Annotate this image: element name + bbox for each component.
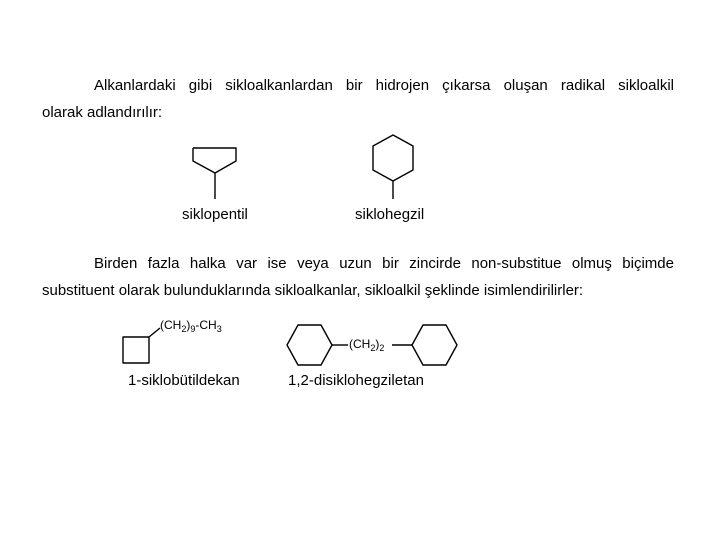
second-paragraph — [42, 250, 674, 304]
formula-subscript: 2 — [379, 343, 385, 353]
formula-subscript: 2 — [370, 343, 376, 353]
cyclobutyldecane-label: 1-siklobütildekan — [128, 372, 240, 389]
cyclopentyl-label: siklopentil — [182, 206, 248, 223]
formula-subscript: 2 — [181, 324, 187, 334]
formula-part: -CH — [195, 318, 217, 332]
decyl-chain-formula — [160, 318, 222, 334]
formula-part: (CH — [160, 318, 182, 332]
intro-line-1: Alkanlardaki gibi sikloalkanlardan bir hidrojen çıkarsa oluşan radikal sikloalkil — [94, 77, 674, 94]
cyclobutyl-structure — [123, 328, 160, 363]
intro-line-2: olarak adlandırılır: — [42, 104, 163, 121]
formula-subscript: 9 — [190, 324, 196, 334]
ethane-chain-formula — [349, 337, 384, 353]
cyclopentyl-structure — [193, 148, 236, 199]
formula-part: ) — [186, 318, 191, 332]
second-line-1: Birden fazla halka var ise veya uzun bir zincirde non-substitue olmuş biçimde — [94, 255, 674, 272]
cyclohexyl-label: siklohegzil — [355, 206, 425, 223]
dicyclohexylethane-label: 1,2-disiklohegziletan — [288, 372, 424, 389]
formula-subscript: 3 — [216, 324, 222, 334]
cyclohexyl-structure — [373, 135, 413, 199]
formula-part: (CH — [349, 337, 371, 351]
formula-part: ) — [375, 337, 380, 351]
second-line-2: substituent olarak bulunduklarında sikloalkanlar, sikloalkil şeklinde isimlendirilirler: — [42, 282, 584, 299]
